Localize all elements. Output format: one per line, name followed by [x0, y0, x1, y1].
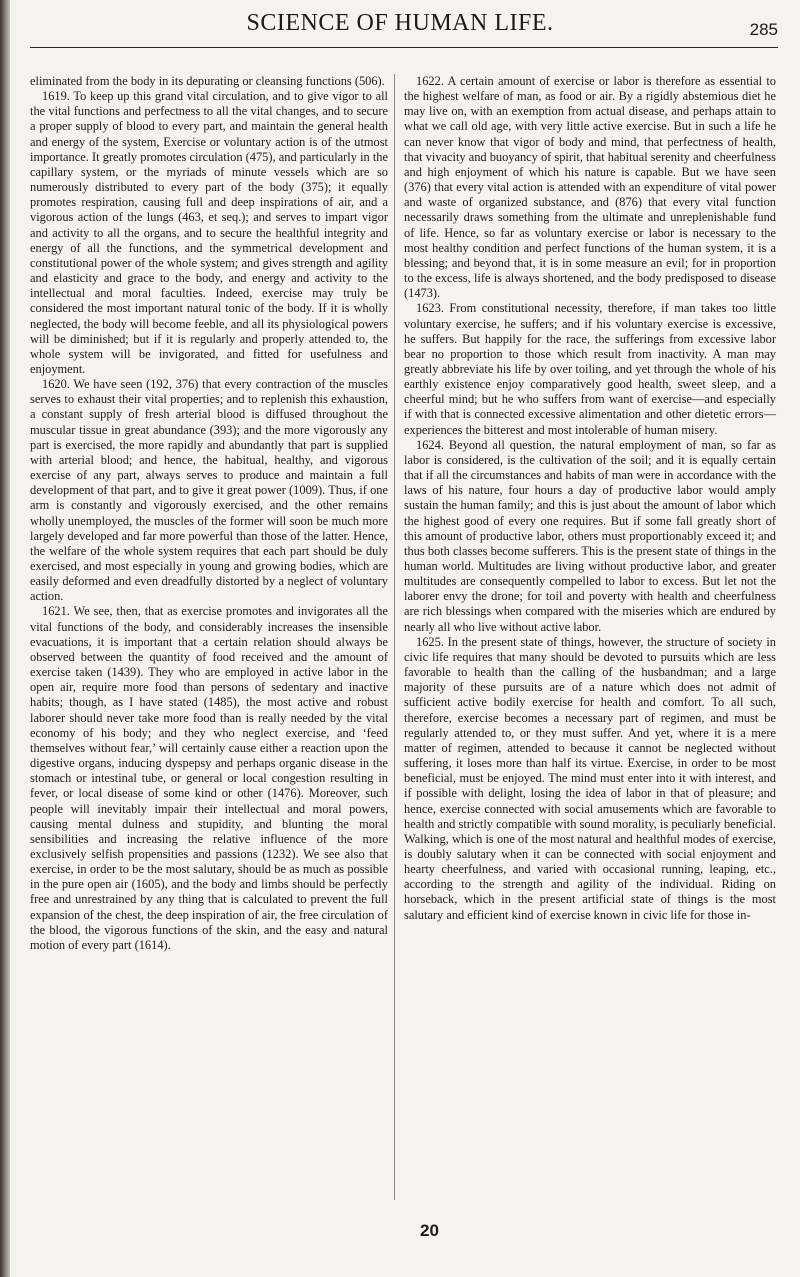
paragraph-1621: 1621. We see, then, that as exercise promotes and invigorates all the vital functions of the body, and considerably increases the insensible evacuations, it is important that a certain relation should always be observed between the quantity of food received and the amount of exercise taken (1439). They who are employed in active labor in the open air, require more food than persons of sedentary and inactive habits; though, as I have stated (1485), the most active and robust laborer should never take more food than is really needed by the vital economy of his body; and they who neglect exercise, and ‘feed themselves without fear,’ will certainly cause either a reaction upon the digestive organs, inducing dyspepsy and perhaps organic disease in the stomach or intestinal tube, or general or local congestion resulting in fever, or local disease of some kind or other (1476). Moreover, such people will inevitably impair their intellectual and moral powers, causing mental dulness and stupidity, and blunting the moral sensibilities and increasing the relative influence of the more exclusively selfish propensities and passions (1232). We see also that exercise, in order to be the most salutary, should be as much as possible in the pure open air (1605), and the body and limbs should be perfectly free and unrestrained by any thing that is calculated to prevent the full expansion of the chest, the deep inspiration of air, the free circulation of the blood, the vigorous functions of the skin, and the easy and natural motion of every part (1614). [30, 604, 388, 952]
paragraph-1623: 1623. From constitutional necessity, therefore, if man takes too little voluntary exercise, he suffers; and if his voluntary exercise is excessive, he suffers. But happily for the race, the sufferings from excessive labor bear no proportion to those which result from inactivity. A man may greatly abbreviate his life by over toiling, and yet through the whole of his earthly existence enjoy comparatively good health, sweet sleep, and a cheerful mind; but he who suffers from want of exercise—and especially if with that is connected excessive alimentation and other dietetic errors—experiences the bitterest and most intolerable of human misery. [404, 301, 776, 437]
paragraph: eliminated from the body in its depurating or cleansing functions (506). [30, 74, 385, 88]
running-head: SCIENCE OF HUMAN LIFE. [246, 10, 554, 36]
signature-mark: 20 [420, 1221, 439, 1240]
paragraph-1622: 1622. A certain amount of exercise or labor is therefore as essential to the highest welfare of man, as food or air. By a rigidly abstemious diet he may live on, with an exemption from actual disease, and perhaps attain to what we call old age, with very little active exercise. But in such a life he can never know that vigor of body and mind, that perfectness of health, that vivacity and buoyancy of spirit, that habitual serenity and cheerfulness and high enjoyment of which his nature is capable. But we have seen (376) that every vital action is attended with an expenditure of vital power and waste of organized substance, and (876) that every vital function necessarily draws something from the ultimate and unreplenishable fund of life. Hence, so far as voluntary exercise or labor is necessary to the most healthy condition and perfect functions of the human system, it is a blessing; and beyond that, it is in some measure an evil; for in proportion to the excess, life is always shortened, and the body predisposed to disease (1473). [404, 74, 776, 301]
left-column [30, 74, 388, 953]
paragraph-1620: 1620. We have seen (192, 376) that every contraction of the muscles serves to exhaust their vital properties; and to replenish this exhaustion, a constant supply of fresh arterial blood is diffused throughout the muscular tissue in great abundance (393); and the more vigorously any part is exercised, the more rapidly and abundantly that part is supplied with arterial blood; and hence, the habitual, healthy, and vigorous exercise of any part, always serves to produce and maintain a full development of that part, and to give it great power (1009). Thus, if one arm is constantly and vigorously exercised, and the other remains wholly unemployed, the muscles of the former will soon be much more largely developed and far more powerful than those of the latter. Hence, the welfare of the whole system requires that each part should be duly exercised, and most especially in young and growing bodies, which are easily deformed and even dreadfully distorted by a neglect of voluntary action. [30, 377, 388, 604]
page-edge-shadow [0, 0, 10, 1277]
paragraph-1625: 1625. In the present state of things, however, the structure of society in civic life requires that many should be devoted to pursuits which are less favorable to health than the calling of the husbandman; and a large majority of these pursuits are of a nature which does not admit of sufficient active bodily exercise for health and comfort. To all such, therefore, exercise becomes a necessary part of regimen, and must be regularly attended to, or they must suffer. And yet, where it is a mere matter of regimen, attended to because it cannot be neglected without suffering, it loses more than half its virtue. Exercise, in order to be most beneficial, must be enjoyed. The mind must enter into it with interest, and if possible with delight, losing the idea of labor in that of pleasure; and hence, exercise connected with social amusements which are favorable to health and strictly compatible with sound morality, is peculiarly beneficial. Walking, which is one of the most natural and healthful modes of exercise, is doubly salutary when it can be connected with social enjoyment and hearty cheerfulness, and varied with occasional running, leaping, etc., according to the strength and agility of the individual. Riding on horseback, which in the present artificial state of things is the most salutary and efficient kind of exercise known in civic life for those in- [404, 634, 776, 922]
header-rule [30, 47, 778, 48]
paragraph-1624: 1624. Beyond all question, the natural employment of man, so far as labor is considered, is the cultivation of the soil; and it is equally certain that if all the circumstances and habits of man were in accordance with the laws of his nature, four hours a day of productive labor would amply sustain the human family; and this is just about the amount of labor which the highest good of every one requires. But if some fall greatly short of this amount of productive labor, others must proportionably exceed it; and thus both classes become sufferers. This is the present state of things in the human world. Multitudes are living without productive labor, and greater multitudes are consequently compelled to labor to excess. But let not the laborer envy the drone; for toil and poverty with health and cheerfulness are rich blessings when compared with the miseries which are endured by nearly all who live without active labor. [404, 437, 776, 634]
right-column [404, 74, 776, 923]
page-header [0, 0, 800, 62]
paragraph-1619: 1619. To keep up this grand vital circulation, and to give vigor to all the vital functions and perfectness to all the vital changes, and to secure a proper supply of blood to every part, and maintain the general health and energy of the system, Exercise or voluntary action is of the utmost importance. It greatly promotes circulation (475), and particularly in the capillary system, or the myriads of minute vessels which are so numerously distributed to every part of the body (375); it equally promotes respiration, causing full and deep inspirations of air, and a vigorous action of the lungs (463, et seq.); and serves to impart vigor and activity to all the organs, and to secure the healthful integrity and energy of all the functions, and the symmetrical development and constitutional power of the whole system; and gives strength and agility and elasticity and grace to the body, and energy and activity to the intellectual and moral faculties. Indeed, exercise may truly be considered the most important natural tonic of the body. If it is wholly neglected, the body will become feeble, and all its physiological powers will be diminished; but if it is regularly and properly attended to, the whole system will be invigorated, and fitted for usefulness and enjoyment. [30, 89, 388, 376]
column-divider [394, 74, 395, 1200]
page-number: 285 [749, 20, 778, 39]
